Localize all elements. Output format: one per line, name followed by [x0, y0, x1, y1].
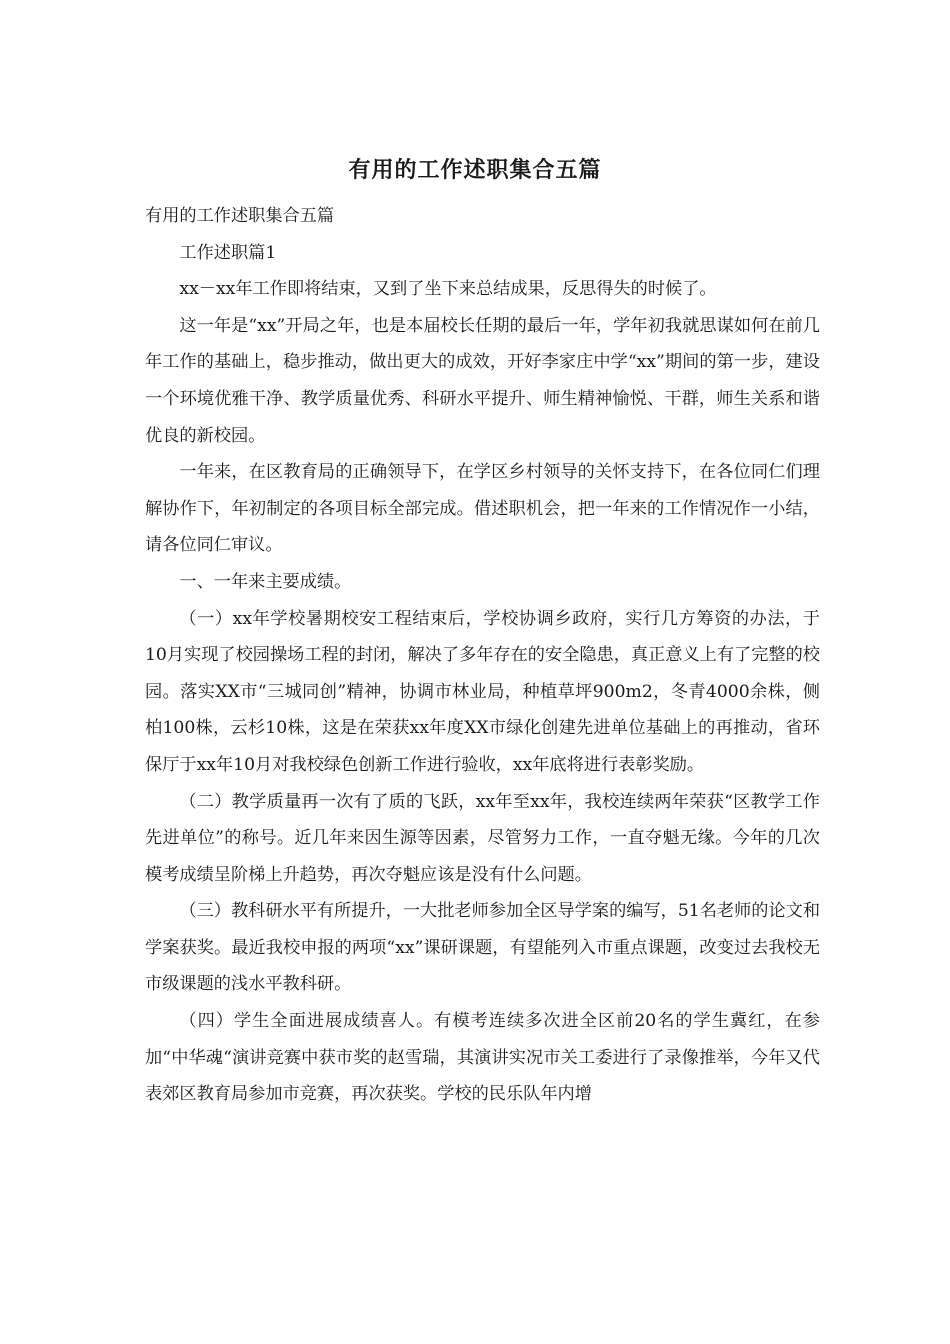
- paragraph: 一年来，在区教育局的正确领导下，在学区乡村领导的关怀支持下，在各位同仁们理解协作下，年初制定的各项目标全部完成。借述职机会，把一年来的工作情况作一小结，请各位同仁审议。: [145, 462, 820, 556]
- document-body: [145, 198, 820, 1113]
- paragraph: （三）教科研水平有所提升，一大批老师参加全区导学案的编写，51名老师的论文和学案获奖。最近我校申报的两项“xx”课研课题，有望能列入市重点课题，改变过去我校无市级课题的浅水平教科研。: [145, 901, 821, 995]
- document-title: 有用的工作述职集合五篇: [348, 157, 602, 183]
- paragraph: （二）教学质量再一次有了质的飞跃，xx年至xx年，我校连续两年荣获“区教学工作先进单位”的称号。近几年来因生源等因素，尽管努力工作，一直夺魁无缘。今年的几次模考成绩呈阶梯上升趋势，再次夺魁应该是没有什么问题。: [145, 791, 820, 885]
- paragraph: （四）学生全面进展成绩喜人。有模考连续多次进全区前20名的学生冀红，在参加“中华魂“演讲竞赛中获市奖的赵雪瑞，其演讲实况市关工委进行了录像推举，今年又代表郊区教育局参加市竞赛，再次获奖。学校的民乐队年内增: [145, 1011, 820, 1105]
- paragraph: 这一年是“xx”开局之年，也是本届校长任期的最后一年，学年初我就思谋如何在前几年工作的基础上，稳步推动，做出更大的成效，开好李家庄中学“xx”期间的第一步，建设一个环境优雅干净、教学质量优秀、科研水平提升、师生精神愉悦、干群，师生关系和谐优良的新校园。: [145, 315, 820, 446]
- paragraph: （一）xx年学校暑期校安工程结束后，学校协调乡政府，实行几方筹资的办法，于10月实现了校园操场工程的封闭，解决了多年存在的安全隐患，真正意义上有了完整的校园。落实XX市“三城同创”精神，协调市林业局，种植草坪900m2，冬青4000余株，侧柏100株，云杉10株，这是在荣获xx年度XX市绿化创建先进单位基础上的再推动，省环保厅于xx年10月对我校绿色创新工作进行验收，xx年底将进行表彰奖励。: [145, 608, 820, 775]
- section-heading: 工作述职篇1: [179, 242, 277, 263]
- paragraph: xx－xx年工作即将结束，又到了坐下来总结成果，反思得失的时候了。: [179, 279, 717, 300]
- body-heading: 有用的工作述职集合五篇: [145, 206, 335, 226]
- subsection-heading: 一、一年来主要成绩。: [179, 571, 352, 592]
